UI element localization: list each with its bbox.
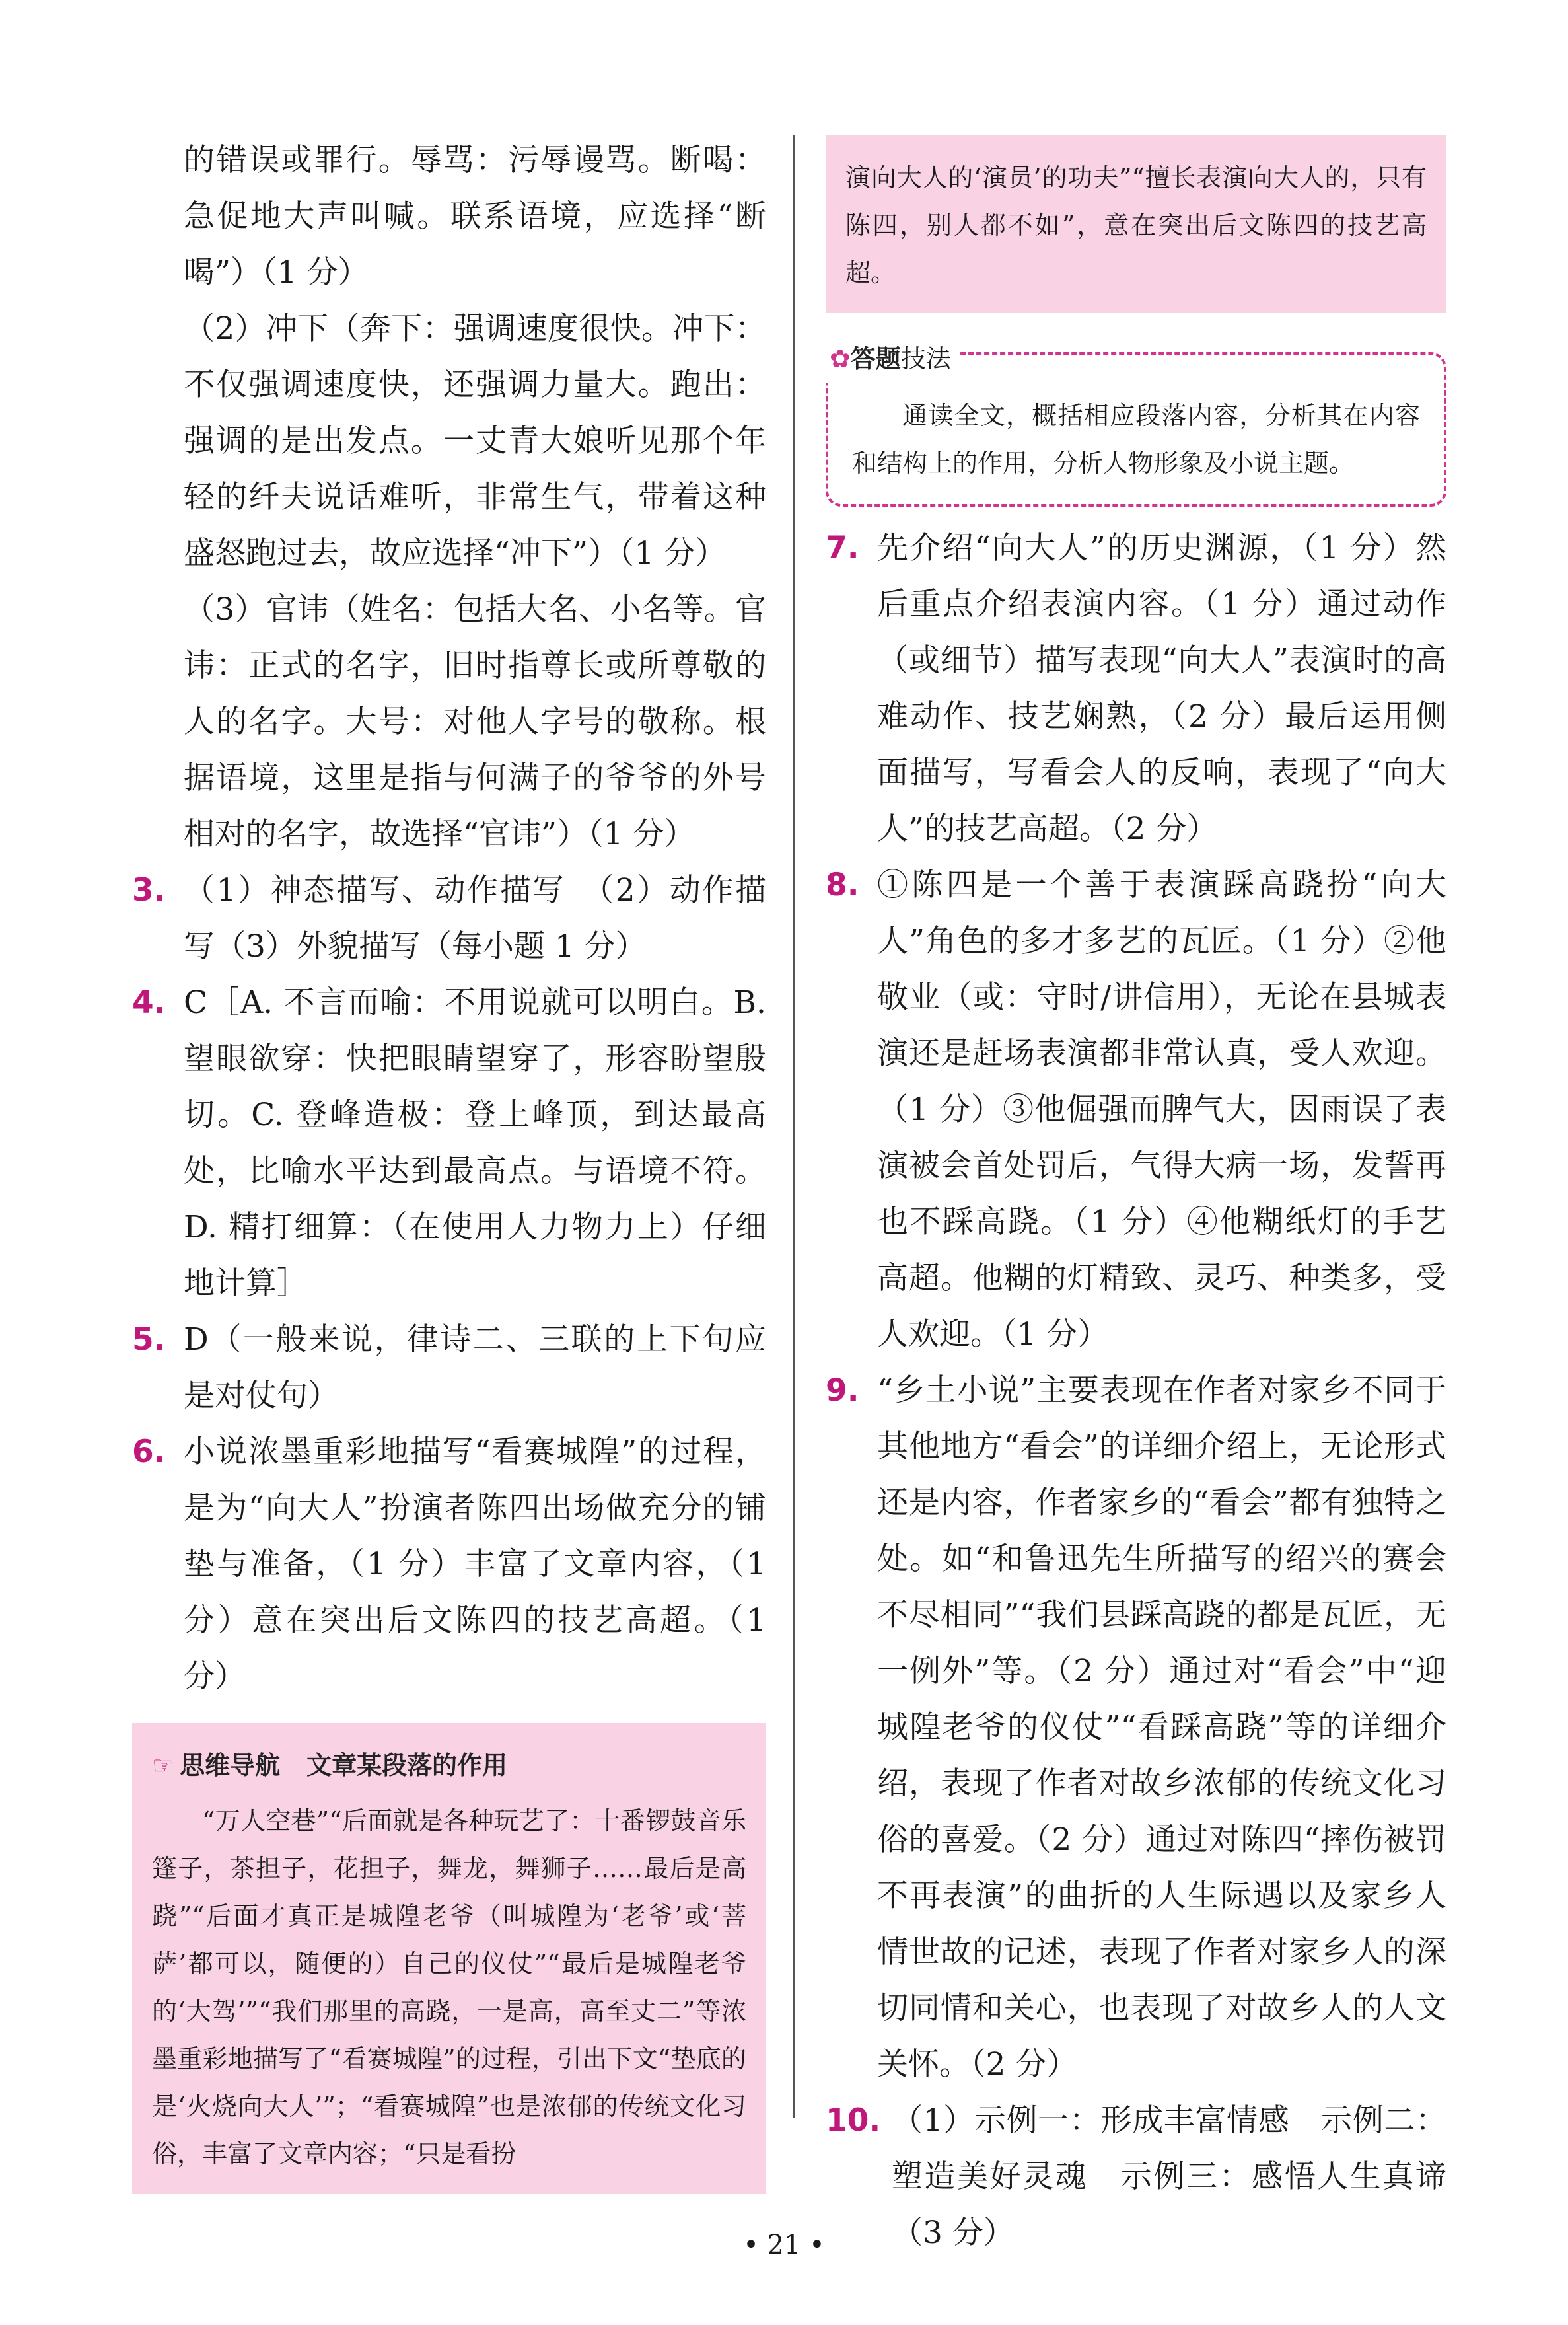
- item-text: 先介绍“向大人”的历史渊源，（1 分）然后重点介绍表演内容。（1 分）通过动作（或细节）描写表现“向大人”表演时的高难动作、技艺娴熟，（2 分）最后运用侧面描写，写看会人的反响，表现了“向大人”的技艺高超。（2 分）: [877, 530, 1446, 847]
- guide-text-continued: 演向大人的‘演员’的功夫”“擅长表演向大人的，只有陈四，别人都不如”，意在突出后文陈四的技艺高超。: [845, 163, 1427, 287]
- item-text: ①陈四是一个善于表演踩高跷扮“向大人”角色的多才多艺的瓦匠。（1 分）②他敬业（或：守时/讲信用），无论在县城表演还是赶场表演都非常认真，受人欢迎。（1 分）③他倔强而脾气大，因雨误了表演被会首处罚后，气得大病一场，发誓再也不踩高跷。（1 分）④他糊纸灯的手艺高超。他糊的灯精致、灵巧、种类多，受人欢迎。（1 分）: [877, 867, 1446, 1352]
- item-number: 5.: [132, 1321, 166, 1358]
- answer-item-8: [826, 857, 1446, 1362]
- label-bold: 答题: [850, 344, 901, 373]
- item-text: （1）示例一：形成丰富情感 示例二：塑造美好灵魂 示例三：感悟人生真谛（3 分）: [892, 2102, 1446, 2251]
- right-column: [826, 135, 1446, 2261]
- answer-technique-box: [826, 344, 1446, 507]
- left-column: [132, 132, 766, 2194]
- answer-item-5: [132, 1311, 766, 1424]
- item-text: （1）神态描写、动作描写 （2）动作描写（3）外貌描写（每小题 1 分）: [184, 872, 766, 965]
- item-text: D（一般来说，律诗二、三联的上下句应是对仗句）: [184, 1321, 766, 1414]
- item-number: 4.: [132, 984, 166, 1021]
- guide-subtitle: 文章某段落的作用: [306, 1751, 508, 1780]
- answer-continuation: 的错误或罪行。辱骂：污辱谩骂。断喝：急促地大声叫喊。联系语境，应选择“断喝”）（1 分）: [184, 142, 766, 291]
- item-text: 小说浓墨重彩地描写“看赛城隍”的过程，是为“向大人”扮演者陈四出场做充分的铺垫与准备，（1 分）丰富了文章内容，（1 分）意在突出后文陈四的技艺高超。（1 分）: [184, 1434, 766, 1695]
- column-divider: [793, 135, 795, 2118]
- technique-text: 通读全文，概括相应段落内容，分析其在内容和结构上的作用，分析人物形象及小说主题。: [852, 401, 1420, 478]
- answer-item-9: [826, 1362, 1446, 2092]
- flower-icon: ✿: [830, 344, 851, 373]
- answer-item-7: [826, 520, 1446, 857]
- answer-item-3: [132, 862, 766, 975]
- item-number: 8.: [826, 867, 859, 903]
- thinking-guide-box: [132, 1723, 766, 2194]
- item-text: C［A. 不言而喻：不用说就可以明白。B. 望眼欲穿：快把眼睛望穿了，形容盼望殷切。C. 登峰造极：登上峰顶，到达最高处，比喻水平达到最高点。与语境不符。D. 精打细算：（在使用人力物力上）仔细地计算］: [184, 984, 766, 1302]
- item-number: 6.: [132, 1434, 166, 1470]
- pointing-hand-icon: ☞: [152, 1751, 175, 1780]
- label-rest: 技法: [900, 344, 951, 373]
- guide-text: “万人空巷”“后面就是各种玩艺了：十番锣鼓音乐篷子，茶担子，花担子，舞龙，舞狮子……最后是高跷”“后面才真正是城隍老爷（叫城隍为‘老爷’或‘菩萨’都可以，随便的）自己的仪仗”“最后是城隍老爷的‘大驾’”“我们那里的高跷，一是高，高至丈二”等浓墨重彩地描写了“看赛城隍”的过程，引出下文“垫底的是‘火烧向大人’”；“看赛城隍”也是浓郁的传统文化习俗，丰富了文章内容；“只是看扮: [152, 1806, 746, 2168]
- item-text: “乡土小说”主要表现在作者对家乡不同于其他地方“看会”的详细介绍上，无论形式还是内容，作者家乡的“看会”都有独特之处。如“和鲁迅先生所描写的绍兴的赛会不尽相同”“我们县踩高跷的都是瓦匠，无一例外”等。（2 分）通过对“看会”中“迎城隍老爷的仪仗”“看踩高跷”等的详细介绍，表现了作者对故乡浓郁的传统文化习俗的喜爱。（2 分）通过对陈四“摔伤被罚不再表演”的曲折的人生际遇以及家乡人情世故的记述，表现了作者对家乡人的深切同情和关心，也表现了对故乡人的人文关怀。（2 分）: [877, 1372, 1446, 2083]
- answer-sub-2: （2）冲下（奔下：强调速度很快。冲下：不仅强调速度快，还强调力量大。跑出：强调的是出发点。一丈青大娘听见那个年轻的纤夫说话难听，非常生气，带着这种盛怒跑过去，故应选择“冲下”）（1 分）: [184, 311, 766, 572]
- guide-label: 思维导航: [180, 1751, 281, 1780]
- item-number: 7.: [826, 530, 859, 566]
- answer-item-6: [132, 1424, 766, 1705]
- item-number: 10.: [826, 2102, 881, 2139]
- item-number: 9.: [826, 1372, 859, 1409]
- answer-item-4: [132, 975, 766, 1311]
- answer-sub-3: （3）官讳（姓名：包括大名、小名等。官讳：正式的名字，旧时指尊长或所尊敬的人的名字。大号：对他人字号的敬称。根据语境，这里是指与何满子的爷爷的外号相对的名字，故选择“官讳”）（1 分）: [184, 591, 766, 852]
- page-number: • 21 •: [743, 2230, 825, 2260]
- thinking-guide-box-continued: [826, 135, 1446, 313]
- technique-label: [822, 335, 959, 383]
- guide-title: [152, 1742, 746, 1789]
- item-number: 3.: [132, 872, 166, 908]
